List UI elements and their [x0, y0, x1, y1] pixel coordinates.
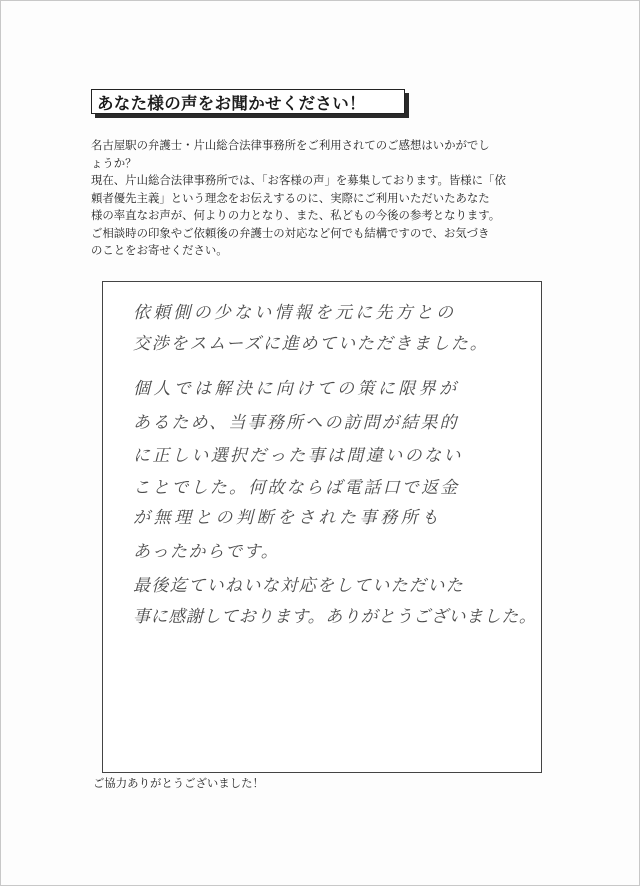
intro-line: 様の率直なお声が、何よりの力となり、また、私どもの今後の参考となります。 — [91, 208, 501, 222]
handwritten-line: 依頼側の少ない情報を元に先方との — [133, 303, 457, 323]
handwritten-line: ことでした。何故ならば電話口で返金 — [133, 478, 460, 498]
handwritten-line: が無理との判断をされた事務所も — [133, 508, 442, 528]
form-title: あなた様の声をお聞かせください！ — [97, 93, 366, 113]
intro-line: ょうか？ — [91, 155, 137, 170]
handwritten-line: に正しい選択だった事は間違いのない — [133, 446, 463, 466]
intro-line: 名古屋駅の弁護士・片山総合法律事務所をご利用されてのご感想はいかがでし — [91, 138, 490, 152]
handwritten-line: 交渉をスムーズに進めていただきました。 — [133, 334, 489, 354]
handwritten-line: 個人では解決に向けての策に限界が — [133, 379, 460, 399]
handwritten-line: あったからです。 — [133, 542, 280, 562]
handwritten-line: 事に感謝しております。ありがとうございました。 — [133, 607, 537, 627]
intro-line: のことをお寄せください。 — [91, 243, 228, 257]
intro-line: 頼者優先主義」という理念をお伝えするのに、実際にご利用いただいたあなた — [91, 190, 490, 205]
intro-text — [91, 137, 561, 260]
title-box — [91, 89, 405, 114]
handwritten-comment-box — [102, 281, 542, 773]
handwritten-line: 最後迄ていねいな対応をしていただいた — [133, 576, 465, 596]
thank-you-note: ご協力ありがとうございました！ — [93, 776, 264, 790]
intro-line: ご相談時の印象やご依頼後の弁護士の対応など何でも結構ですので、お気づき — [91, 225, 490, 240]
intro-line: 現在、片山総合法律事務所では、「お客様の声」を募集しております。皆様に「依 — [91, 173, 506, 187]
handwritten-line: あるため、当事務所への訪問が結果的 — [133, 413, 459, 433]
